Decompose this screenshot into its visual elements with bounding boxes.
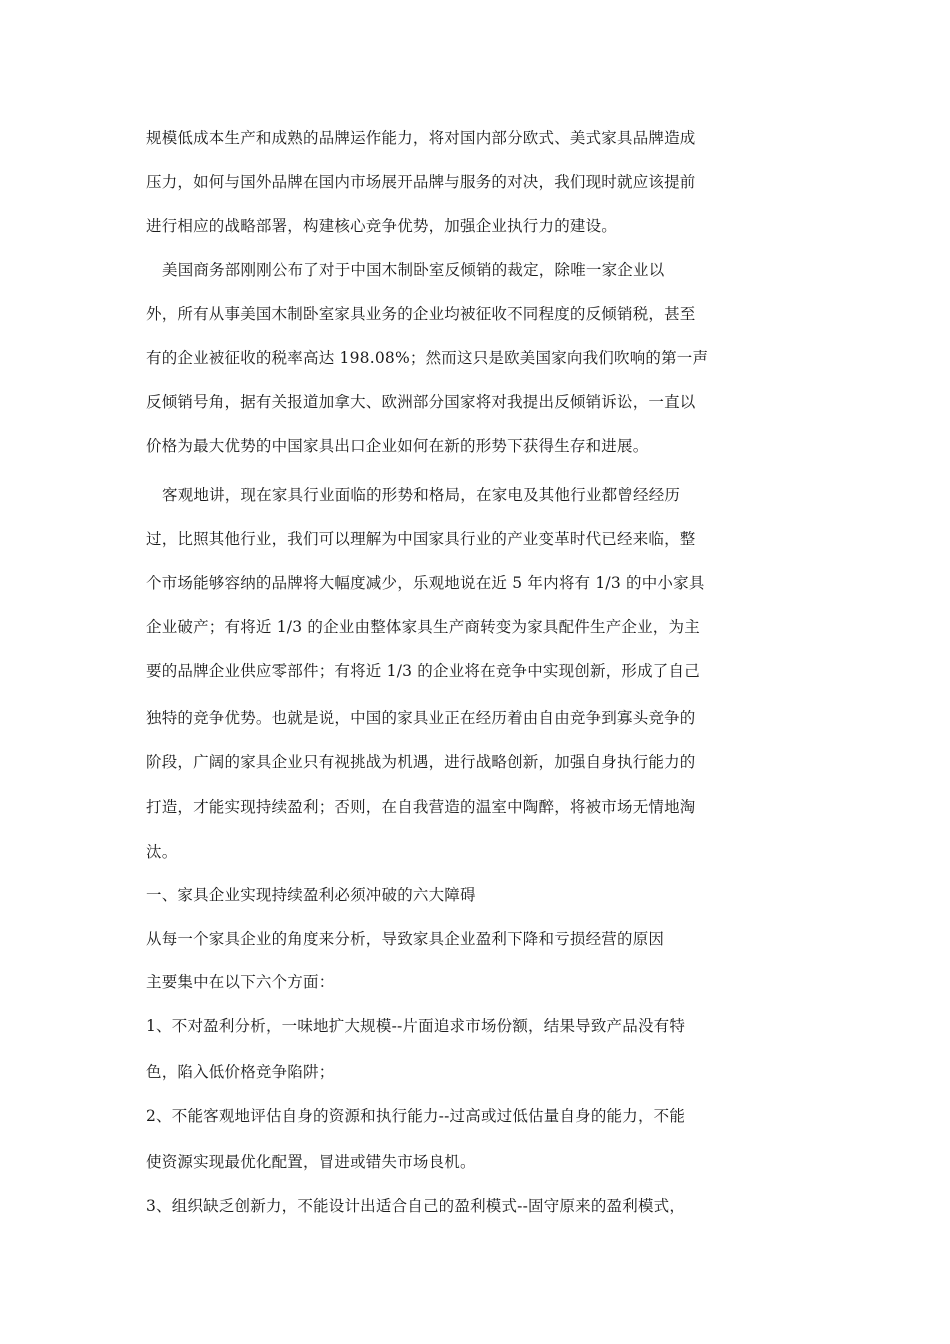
text-line: 使资源实现最优化配置，冒进或错失市场良机。: [146, 1153, 476, 1171]
text-line: 主要集中在以下六个方面：: [146, 973, 335, 991]
text-line: 要的品牌企业供应零部件；有将近 1/3 的企业将在竞争中实现创新，形成了自己: [146, 662, 700, 680]
text-line: 有的企业被征收的税率高达 198.08%；然而这只是欧美国家向我们吹响的第一声: [146, 349, 709, 367]
text-line: 美国商务部刚刚公布了对于中国木制卧室反倾销的裁定，除唯一家企业以: [162, 261, 665, 279]
text-line: 独特的竞争优势。也就是说，中国的家具业正在经历着由自由竞争到寡头竞争的: [146, 709, 696, 727]
list-item: 1、不对盈利分析，一味地扩大规模--片面追求市场份额，结果导致产品没有特: [146, 1017, 686, 1035]
list-item: 2、不能客观地评估自身的资源和执行能力--过高或过低估量自身的能力，不能: [146, 1107, 686, 1125]
text-line: 进行相应的战略部署，构建核心竞争优势，加强企业执行力的建设。: [146, 217, 618, 235]
text-line: 打造，才能实现持续盈利；否则，在自我营造的温室中陶醉，将被市场无情地淘: [146, 798, 696, 816]
text-line: 企业破产；有将近 1/3 的企业由整体家具生产商转变为家具配件生产企业，为主: [146, 618, 700, 636]
text-line: 客观地讲，现在家具行业面临的形势和格局，在家电及其他行业都曾经经历: [162, 486, 681, 504]
text-line: 压力，如何与国外品牌在国内市场展开品牌与服务的对决，我们现时就应该提前: [146, 173, 696, 191]
text-line: 反倾销号角，据有关报道加拿大、欧洲部分国家将对我提出反倾销诉讼，一直以: [146, 393, 696, 411]
text-line: 价格为最大优势的中国家具出口企业如何在新的形势下获得生存和进展。: [146, 437, 649, 455]
text-line: 外，所有从事美国木制卧室家具业务的企业均被征收不同程度的反倾销税，甚至: [146, 305, 696, 323]
text-line: 规模低成本生产和成熟的品牌运作能力，将对国内部分欧式、美式家具品牌造成: [146, 129, 696, 147]
text-line: 汰。: [146, 843, 178, 861]
text-line: 个市场能够容纳的品牌将大幅度减少，乐观地说在近 5 年内将有 1/3 的中小家具: [146, 574, 705, 592]
text-line: 过，比照其他行业，我们可以理解为中国家具行业的产业变革时代已经来临，整: [146, 530, 696, 548]
text-line: 从每一个家具企业的角度来分析，导致家具企业盈利下降和亏损经营的原因: [146, 930, 665, 948]
text-line: 阶段，广阔的家具企业只有视挑战为机遇，进行战略创新，加强自身执行能力的: [146, 753, 696, 771]
text-line: 色，陷入低价格竞争陷阱；: [146, 1063, 335, 1081]
list-item: 3、组织缺乏创新力，不能设计出适合自己的盈利模式--固守原来的盈利模式，: [146, 1197, 686, 1215]
section-heading: 一、家具企业实现持续盈利必须冲破的六大障碍: [146, 886, 476, 904]
